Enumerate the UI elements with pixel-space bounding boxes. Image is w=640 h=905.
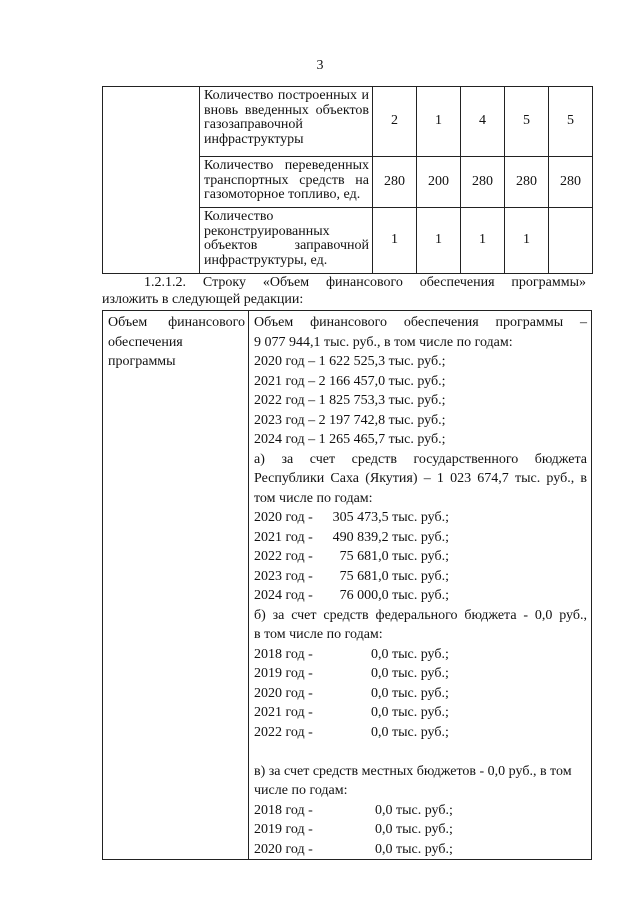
year-label: 2022 год -: [254, 724, 313, 740]
table-row: [103, 311, 592, 860]
section-a-year-line: [254, 528, 587, 548]
section-a-heading: том числе по годам:: [254, 490, 373, 506]
total-year-line: 2020 год – 1 622 525,3 тыс. руб.;: [254, 354, 446, 369]
section-v-heading: числе по годам:: [254, 783, 348, 798]
section-a-heading: Республики Саха (Якутия) – 1 023 674,7 тыс. руб., в: [254, 471, 587, 486]
total-year-line: 2022 год – 1 825 753,3 тыс. руб.;: [254, 393, 446, 408]
indicator-value: 280: [373, 157, 417, 208]
indicator-value: 1: [417, 208, 461, 274]
amount: 305 473,5 тыс. руб.;: [332, 510, 449, 525]
total-year-line: 2024 год – 1 265 465,7 тыс. руб.;: [254, 432, 446, 447]
amount: 76 000,0 тыс. руб.;: [339, 588, 449, 603]
indicator-value: 4: [461, 87, 505, 157]
amount: 0,0 тыс. руб.;: [371, 646, 449, 662]
amount: 0,0 тыс. руб.;: [375, 841, 453, 857]
amount: 75 681,0 тыс. руб.;: [339, 568, 449, 584]
indicator-value: 280: [549, 157, 593, 208]
year-label: 2024 год -: [254, 588, 313, 603]
year-label: 2023 год -: [254, 568, 313, 584]
intro-line: Объем финансового обеспечения программы –: [254, 315, 587, 330]
amount: 490 839,2 тыс. руб.;: [332, 529, 449, 545]
section-b-heading: б) за счет средств федерального бюджета - 0,0 руб.,: [254, 607, 587, 623]
section-v-heading: в) за счет средств местных бюджетов - 0,0 руб., в том: [254, 763, 572, 779]
intro-line: 9 077 944,1 тыс. руб., в том числе по годам:: [254, 334, 513, 350]
indicator-value: 1: [417, 87, 461, 157]
amount: 0,0 тыс. руб.;: [375, 802, 453, 818]
year-label: 2021 год -: [254, 529, 313, 545]
section-a-heading: а) за счет средств государственного бюджета: [254, 451, 587, 467]
indicator-label: Количество переведенных транспортных средств на газомоторное топливо, ед.: [200, 157, 373, 208]
section-a-year-line: [254, 567, 587, 587]
financing-label-cell: Объем финансового обеспечения программы: [103, 311, 249, 860]
year-label: 2018 год -: [254, 646, 313, 662]
indicator-value: 5: [549, 87, 593, 157]
year-label: 2021 год -: [254, 705, 313, 720]
empty-label-cell: [103, 87, 200, 274]
indicators-table: [102, 86, 593, 274]
indicator-label: Количество реконструированных объектов заправочной инфраструктуры, ед.: [200, 208, 373, 274]
section-b-year-line: [254, 664, 587, 684]
year-label: 2022 год -: [254, 549, 313, 564]
spacer: [254, 742, 587, 762]
year-label: 2020 год -: [254, 510, 313, 525]
total-year-line: 2023 год – 2 197 742,8 тыс. руб.;: [254, 412, 446, 428]
year-label: 2019 год -: [254, 822, 313, 837]
indicator-value: 1: [461, 208, 505, 274]
amendment-paragraph-line1: 1.2.1.2. Строку «Объем финансового обеспечения программы»: [144, 275, 586, 290]
year-label: 2020 год -: [254, 841, 313, 857]
financing-table: [102, 310, 592, 860]
table-row: [103, 87, 593, 157]
section-a-year-line: [254, 508, 587, 528]
year-label: 2019 год -: [254, 666, 313, 681]
section-a-year-line: [254, 586, 587, 606]
indicator-value: 280: [461, 157, 505, 208]
total-year-line: 2021 год – 2 166 457,0 тыс. руб.;: [254, 373, 446, 389]
amount: 0,0 тыс. руб.;: [371, 705, 449, 720]
section-b-year-line: [254, 645, 587, 665]
section-b-year-line: [254, 684, 587, 704]
section-v-year-line: [254, 801, 587, 821]
section-v-year-line: [254, 820, 587, 840]
amount: 0,0 тыс. руб.;: [371, 685, 449, 701]
indicator-value: 200: [417, 157, 461, 208]
amount: 0,0 тыс. руб.;: [375, 822, 453, 837]
section-b-year-line: [254, 723, 587, 743]
indicator-value: 2: [373, 87, 417, 157]
section-v-year-line: [254, 840, 587, 860]
indicator-value: [549, 208, 593, 274]
section-b-year-line: [254, 703, 587, 723]
year-label: 2018 год -: [254, 802, 313, 818]
indicator-value: 280: [505, 157, 549, 208]
indicator-value: 1: [505, 208, 549, 274]
indicator-value: 5: [505, 87, 549, 157]
amount: 0,0 тыс. руб.;: [371, 724, 449, 740]
amount: 0,0 тыс. руб.;: [371, 666, 449, 681]
amount: 75 681,0 тыс. руб.;: [339, 549, 449, 564]
section-b-heading: в том числе по годам:: [254, 627, 383, 642]
year-label: 2020 год -: [254, 685, 313, 701]
indicator-label: Количество построенных и вновь введенных объектов газозаправочной инфраструктуры: [200, 87, 373, 157]
financing-content-cell: [249, 311, 592, 860]
amendment-paragraph-line2: изложить в следующей редакции:: [102, 292, 304, 307]
indicator-value: 1: [373, 208, 417, 274]
section-a-year-line: [254, 547, 587, 567]
page-number: 3: [316, 58, 324, 73]
